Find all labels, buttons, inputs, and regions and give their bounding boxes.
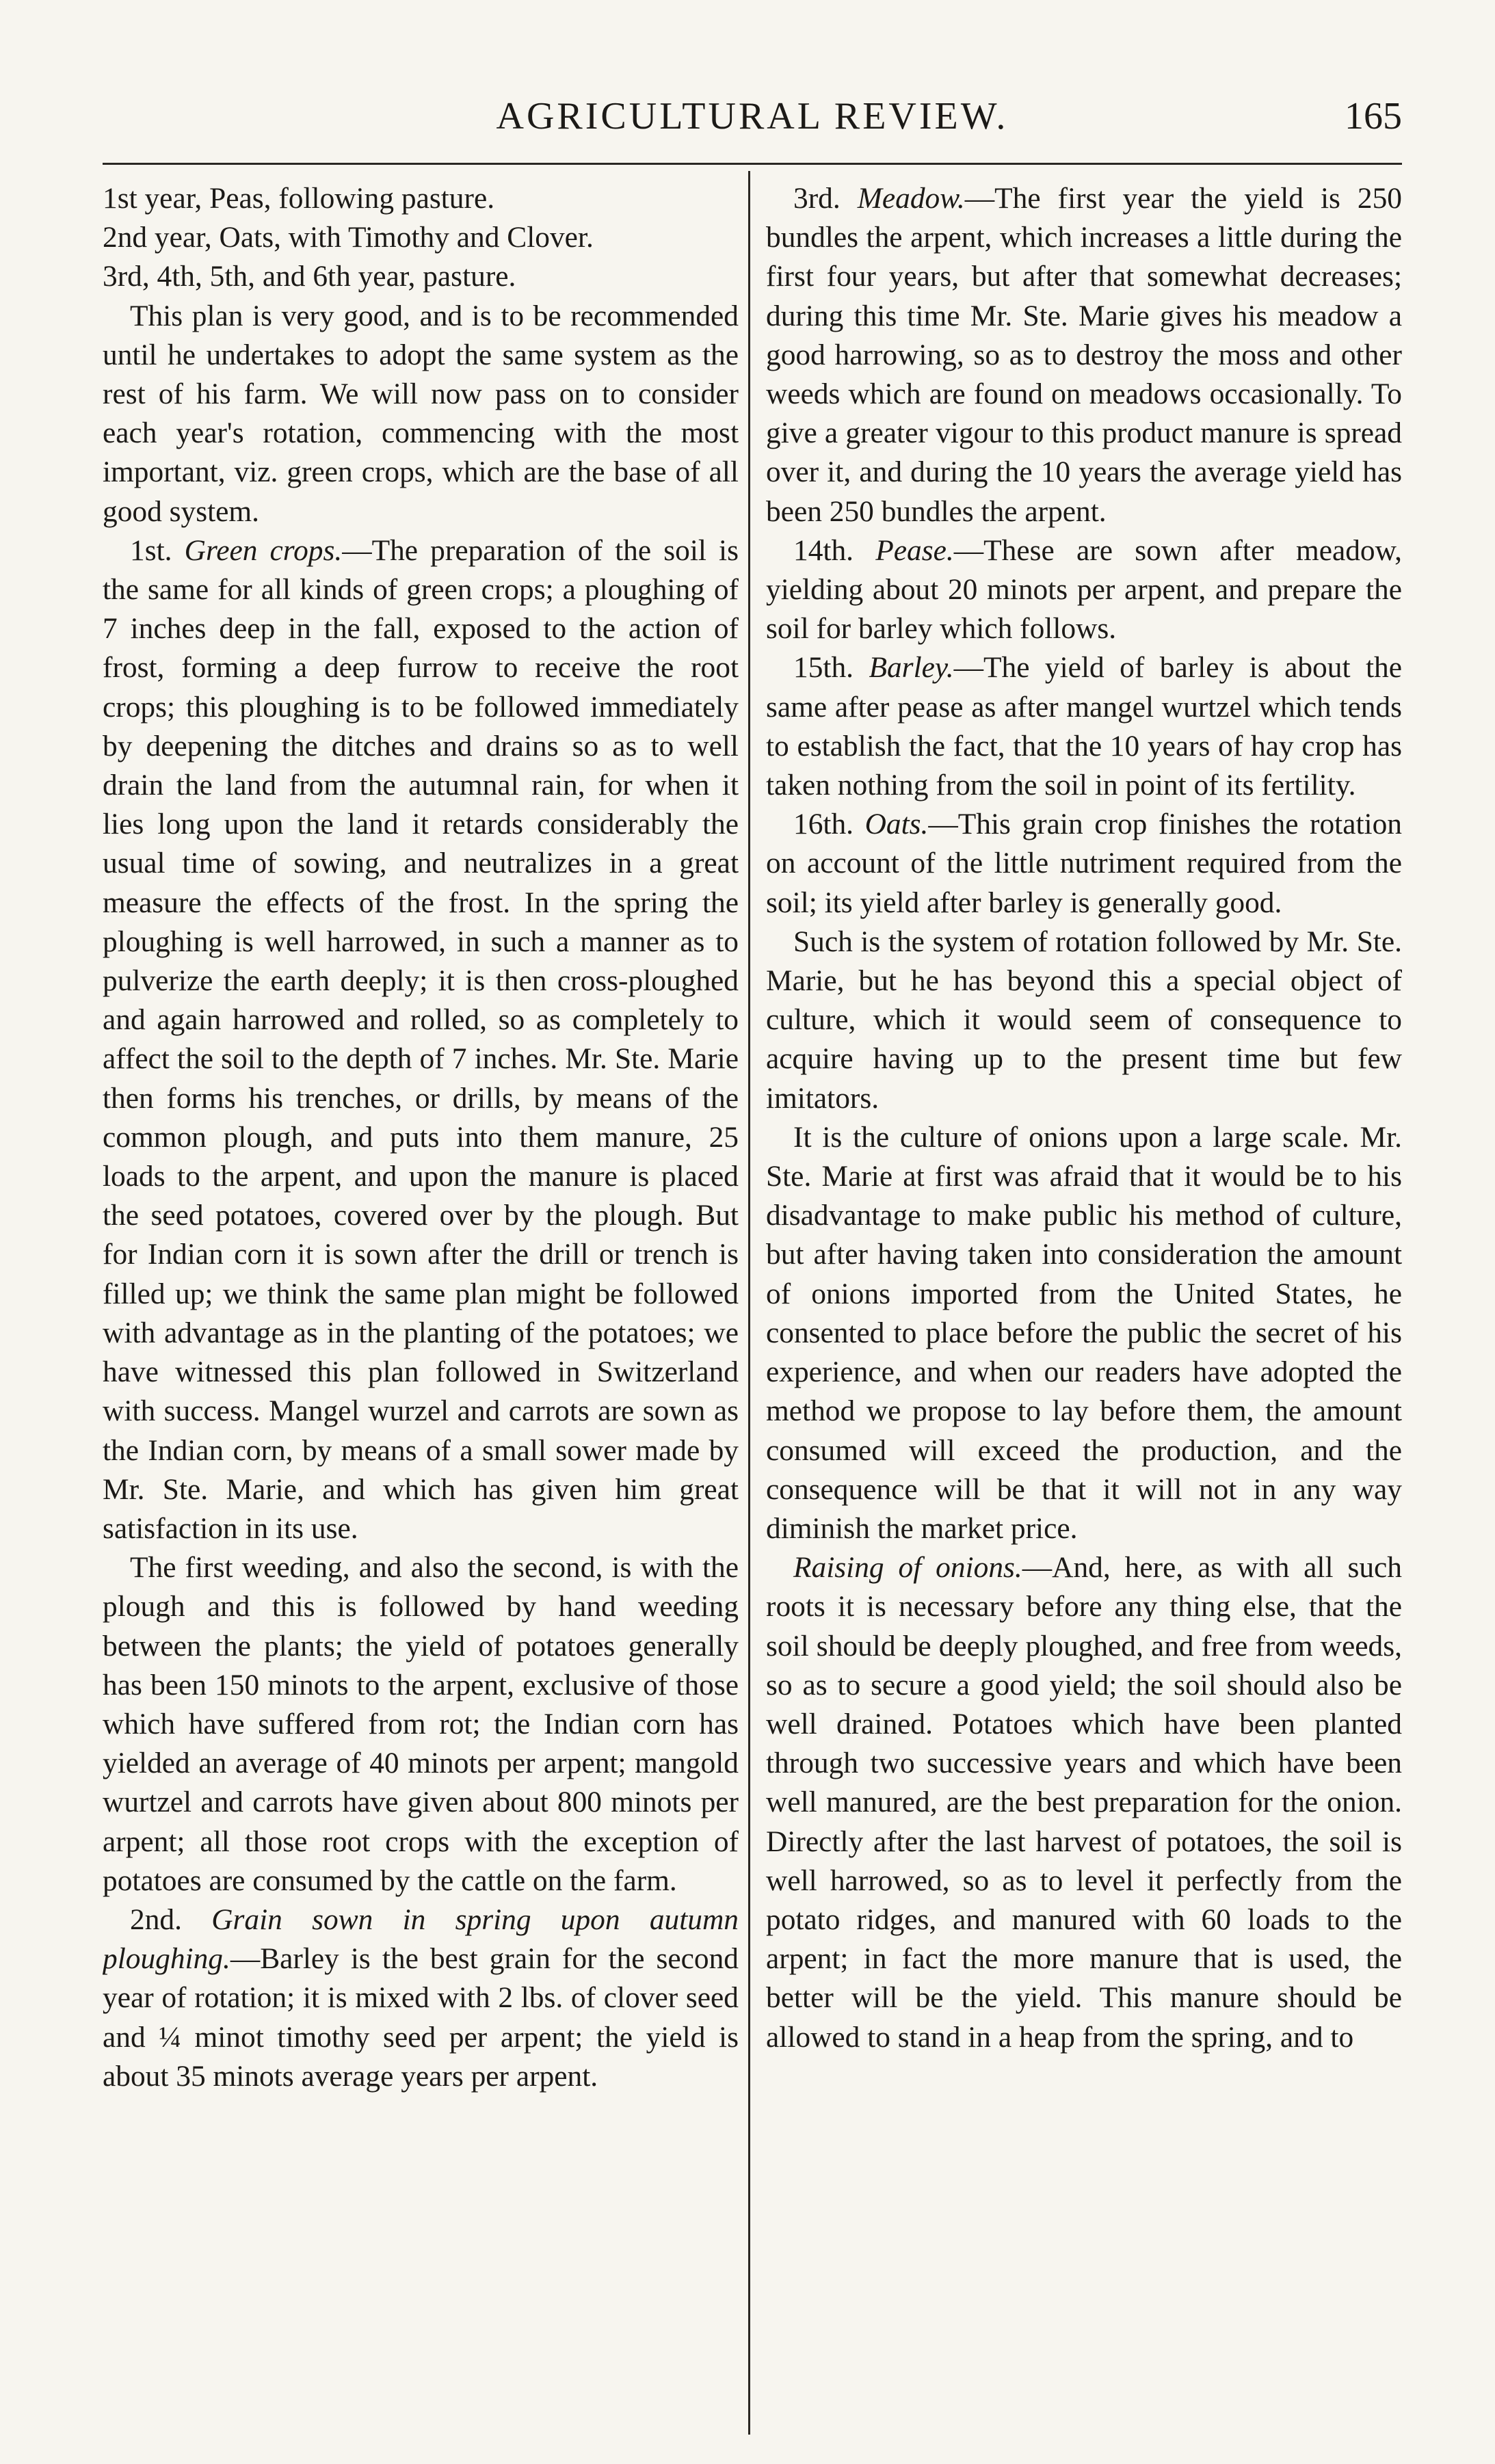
section-title-green-crops: Green crops. — [184, 533, 343, 567]
column-divider — [748, 171, 750, 2435]
left-column — [103, 179, 739, 2429]
section-number: 2nd. — [130, 1903, 182, 1936]
paragraph-meadow — [766, 179, 1402, 531]
right-column — [766, 179, 1402, 2429]
section-body: —This grain crop finishes the rotation on account of the little nutriment required from the soil; its yield after barley is generally good. — [766, 808, 1402, 919]
rotation-line-3: 3rd, 4th, 5th, and 6th year, pasture. — [103, 260, 516, 293]
paragraph-green-crops — [103, 531, 739, 1548]
section-title-grain: Grain sown in spring upon autumn ploughing. — [103, 1903, 739, 1976]
section-title-oats: Oats. — [864, 808, 929, 841]
paragraph-grain — [103, 1900, 739, 2096]
section-number: 16th. — [793, 808, 854, 841]
section-body: —These are sown after meadow, yielding about 20 minots per arpent, and prepare the soil for barley which follows. — [766, 533, 1402, 646]
paragraph-onions: It is the culture of onions upon a large scale. Mr. Ste. Marie at first was afraid that it would be to his disadvantage to make public his method of culture, but after having taken into consideration the amount of onions imported from the United States, he consented to place before the public the secret of his experience, and when our readers have adopted the method we propose to lay before them, the amount consumed will exceed the production, and the consequence will be that it will not in any way diminish the market price. — [766, 1120, 1402, 1545]
header-rule — [103, 163, 1402, 165]
section-number: 3rd. — [793, 182, 841, 215]
section-number: 15th. — [793, 651, 854, 685]
rotation-line-2: 2nd year, Oats, with Timothy and Clover. — [103, 221, 594, 254]
section-body: —The preparation of the soil is the same for all kinds of green crops; a ploughing of 7 inches deep in the fall, exposed to the action of frost, forming a deep furrow to receive the root crops; this ploughing is to be followed immediately by deepening the ditches and drains so as to well drain the land from the autumnal rain, for when it lies long upon the land it retards considerably the usual time of sowing, and neutralizes in a great measure the effects of the frost. In the spring the ploughing is well harrowed, in such a manner as to pulverize the earth deeply; it is then cross-ploughed and again harrowed and rolled, so as completely to affect the soil to the depth of 7 inches. Mr. Ste. Marie then forms his trenches, or drills, by means of the common plough, and puts into them manure, 25 loads to the arpent, and upon the manure is placed the seed potatoes, covered over by the plough. But for Indian corn it is sown after the drill or trench is filled up; we think the same plan might be followed with advantage as in the planting of the potatoes; we have witnessed this plan followed in Switzerland with success. Mangel wurzel and carrots are sown as the Indian corn, by means of a small sower made by Mr. Ste. Marie, and which has given him great satisfaction in its use. — [103, 533, 739, 1545]
page-number: 165 — [1345, 95, 1402, 137]
paragraph-raising-onions — [766, 1548, 1402, 2057]
running-title: AGRICULTURAL REVIEW. — [496, 95, 1009, 137]
section-body: —The first year the yield is 250 bundles the arpent, which increases a little during the first four years, but after that somewhat decreases; during this time Mr. Ste. Marie gives his meadow a good harrowing, so as to destroy the moss and other weeds which are found on meadows occasionally. To give a greater vigour to this product manure is spread over it, and during the 10 years the average yield has been 250 bundles the arpent. — [766, 182, 1402, 528]
page-header — [103, 88, 1402, 149]
section-number: 1st. — [130, 533, 172, 567]
paragraph-oats — [766, 805, 1402, 923]
section-title-meadow: Meadow. — [857, 182, 965, 215]
paragraph-system: Such is the system of rotation followed by Mr. Ste. Marie, but he has beyond this a special object of culture, which it would seem of consequence to acquire having up to the present time but few imitators. — [766, 925, 1402, 1115]
paragraph-barley — [766, 648, 1402, 805]
section-title-barley: Barley. — [869, 651, 954, 685]
section-title-pease: Pease. — [875, 533, 954, 567]
section-body: —And, here, as with all such roots it is necessary before any thing else, that the soil should be deeply ploughed, and free from weeds, so as to secure a good yield; the soil should also be well drained. Potatoes which have been planted through two successive years and which have been well manured, are the best preparation for the onion. Directly after the last harvest of potatoes, the soil is well harrowed, so as to level it perfectly from the potato ridges, and manured with 60 loads to the arpent; in fact the more manure that is used, the better will be the yield. This manure should be allowed to stand in a heap from the spring, and to — [766, 1551, 1402, 2054]
section-number: 14th. — [793, 533, 854, 567]
section-body: —Barley is the best grain for the second year of rotation; it is mixed with 2 lbs. of clover seed and ¼ minot timothy seed per arpent; the yield is about 35 minots average years per arpent. — [103, 1942, 739, 2093]
section-title-raising-onions: Raising of onions. — [793, 1551, 1022, 1585]
paragraph-pease — [766, 531, 1402, 649]
section-body: —The yield of barley is about the same after pease as after mangel wurtzel which tends to establish the fact, that the 10 years of hay crop has taken nothing from the soil in point of its fertility. — [766, 651, 1402, 802]
paragraph-plan: This plan is very good, and is to be recommended until he undertakes to adopt the same system as the rest of his farm. We will now pass on to consider each year's rotation, commencing with the most important, viz. green crops, which are the base of all good system. — [103, 299, 739, 528]
rotation-line-1: 1st year, Peas, following pasture. — [103, 182, 495, 215]
paragraph-weeding: The first weeding, and also the second, is with the plough and this is followed by hand weeding between the plants; the yield of potatoes generally has been 150 minots to the arpent, exclusive of those which have suffered from rot; the Indian corn has yielded an average of 40 minots per arpent; mangold wurtzel and carrots have given about 800 minots per arpent; all those root crops with the exception of potatoes are consumed by the cattle on the farm. — [103, 1551, 739, 1897]
